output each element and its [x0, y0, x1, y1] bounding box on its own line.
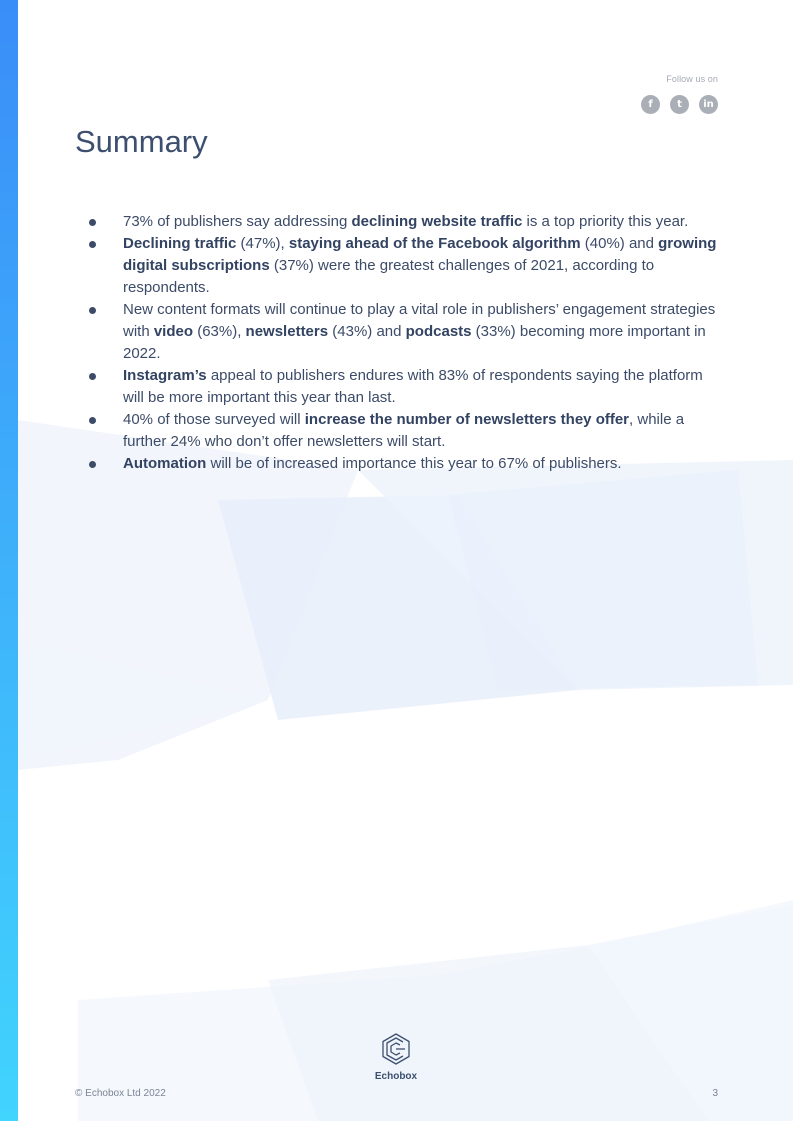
bullet-dot — [89, 461, 96, 468]
emphasis: podcasts — [405, 323, 472, 340]
list-item — [85, 409, 725, 453]
echobox-logo — [366, 1033, 426, 1082]
emphasis: growing digital subscriptions — [123, 235, 717, 274]
facebook-icon[interactable]: f — [641, 95, 660, 114]
logo-text: Echobox — [374, 1071, 418, 1082]
emphasis: Automation — [123, 455, 207, 472]
follow-us-label: Follow us on — [666, 74, 718, 84]
bullet-dot — [89, 417, 96, 424]
list-item-text: New content formats will continue to play a vital role in publishers’ engagement strategies with video (63%), newsletters (43%) and podcasts (33%) becoming more important in 2022. — [123, 301, 716, 362]
linkedin-icon[interactable]: in — [699, 95, 718, 114]
bullet-dot — [89, 373, 96, 380]
list-item — [85, 365, 725, 409]
list-item — [85, 233, 725, 299]
page-title: Summary — [75, 124, 208, 159]
list-item — [85, 211, 725, 233]
emphasis: staying ahead of the Facebook algorithm — [288, 235, 581, 252]
page-number: 3 — [712, 1088, 718, 1099]
summary-list — [85, 211, 725, 475]
background-polygons — [18, 0, 793, 1121]
list-item-text: 40% of those surveyed will increase the number of newsletters they offer, while a further 24% who don’t offer newsletters will start. — [123, 411, 685, 450]
twitter-icon[interactable]: t — [670, 95, 689, 114]
list-item-text: 73% of publishers say addressing declining website traffic is a top priority this year. — [123, 213, 689, 230]
emphasis: increase the number of newsletters they offer — [304, 411, 630, 428]
emphasis: declining website traffic — [351, 213, 523, 230]
emphasis: video — [153, 323, 194, 340]
list-item-text: Automation will be of increased importance this year to 67% of publishers. — [123, 455, 622, 472]
bullet-dot — [89, 241, 96, 248]
list-item-text: Declining traffic (47%), staying ahead of the Facebook algorithm (40%) and growing digital subscriptions (37%) were the greatest challenges of 2021, according to respondents. — [123, 235, 717, 296]
emphasis: newsletters — [245, 323, 329, 340]
list-item-text: Instagram’s appeal to publishers endures with 83% of respondents saying the platform will be more important this year than last. — [123, 367, 703, 406]
bullet-dot — [89, 307, 96, 314]
emphasis: Declining traffic — [123, 235, 237, 252]
accent-side-bar — [0, 0, 18, 1121]
list-item — [85, 299, 725, 365]
copyright: © Echobox Ltd 2022 — [75, 1088, 166, 1099]
list-item — [85, 453, 725, 475]
echobox-logo-icon — [381, 1033, 411, 1065]
social-links — [641, 95, 718, 114]
emphasis: Instagram’s — [123, 367, 207, 384]
follow-us — [641, 74, 718, 114]
bullet-dot — [89, 219, 96, 226]
